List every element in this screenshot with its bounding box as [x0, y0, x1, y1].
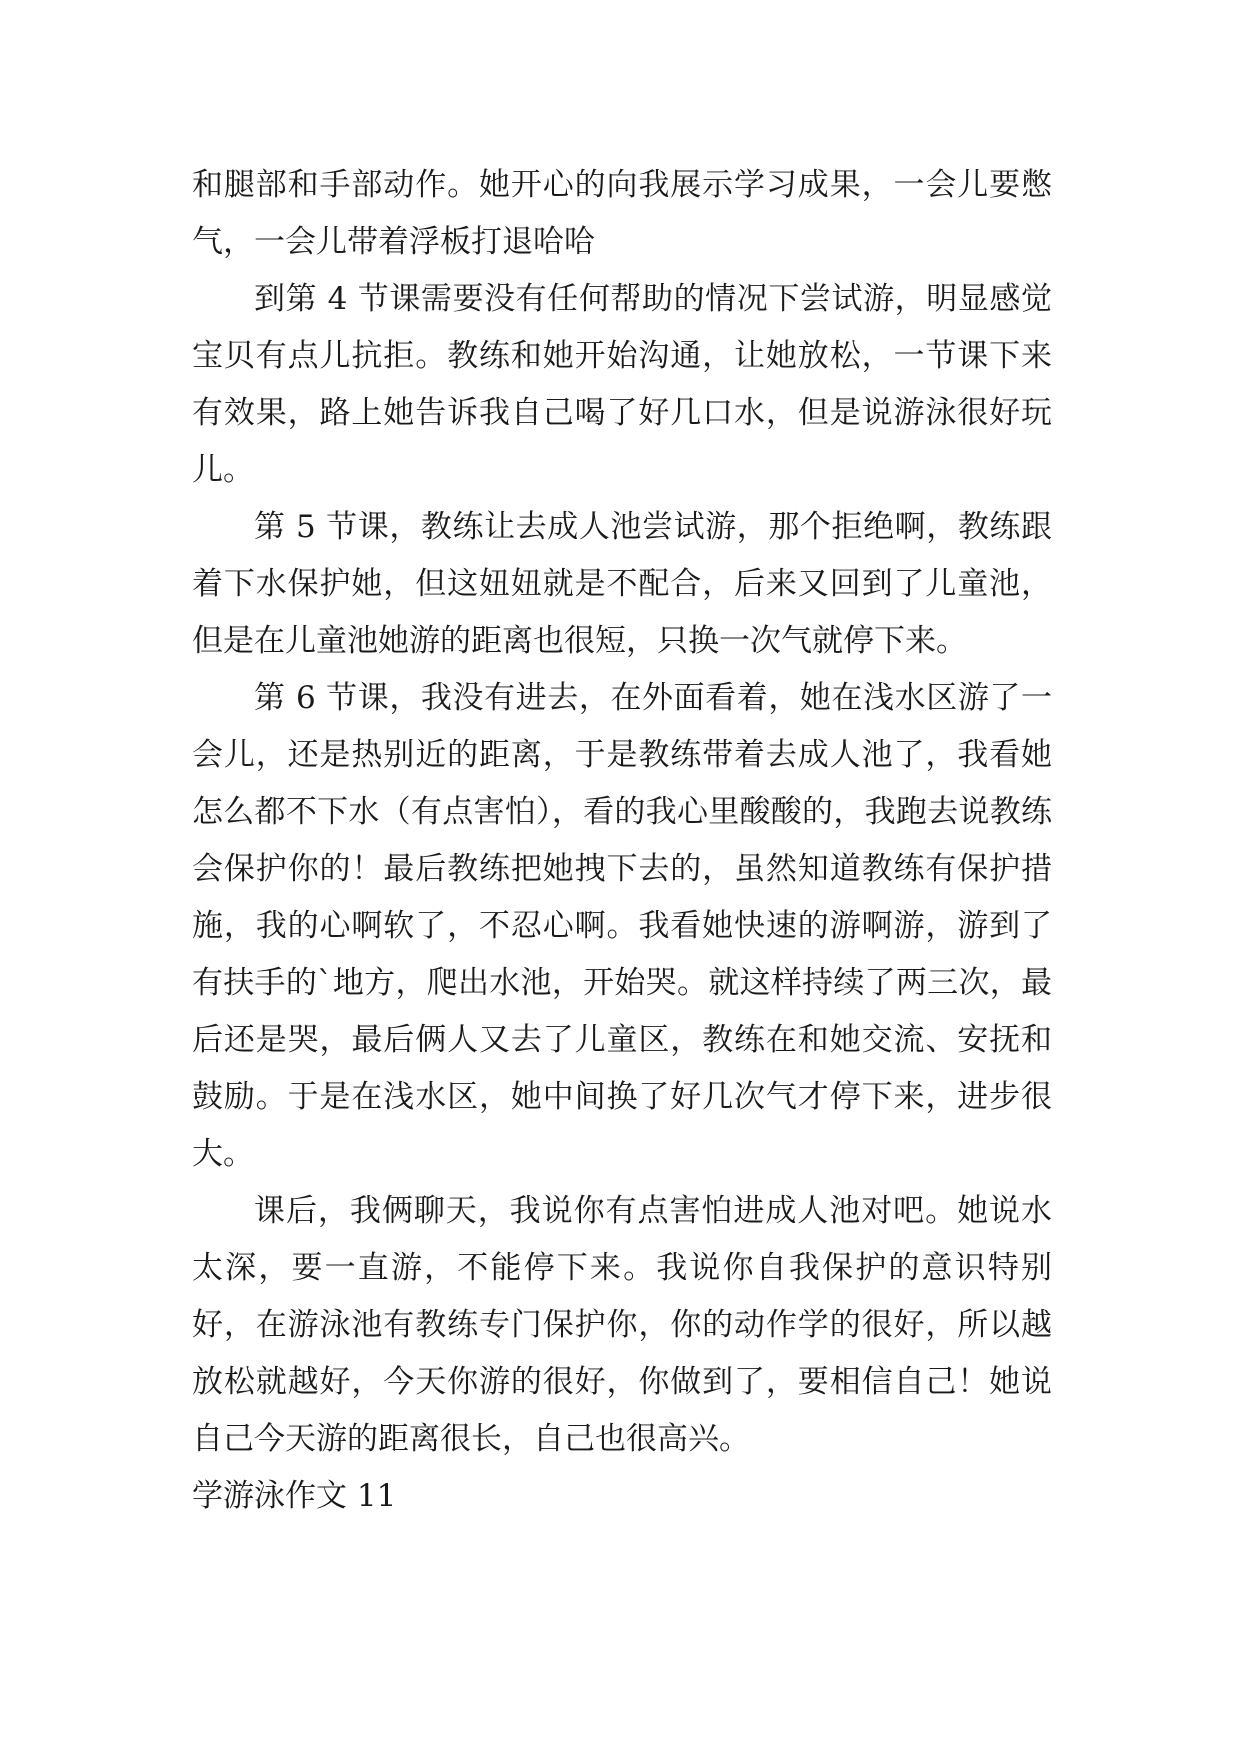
- paragraph-lesson-5: 第 5 节课，教练让去成人池尝试游，那个拒绝啊，教练跟着下水保护她，但这妞妞就是不配合，后来又回到了儿童池，但是在儿童池她游的距离也很短，只换一次气就停下来。: [192, 509, 1052, 659]
- document-body: [192, 157, 1052, 1525]
- paragraph-lesson-6: 第 6 节课，我没有进去，在外面看着，她在浅水区游了一会儿，还是热别近的距离，于是教练带着去成人池了，我看她怎么都不下水（有点害怕），看的我心里酸酸的，我跑去说教练会保护你的！最后教练把她拽下去的，虽然知道教练有保护措施，我的心啊软了，不忍心啊。我看她快速的游啊游，游到了有扶手的`地方，爬出水池，开始哭。就这样持续了两三次，最后还是哭，最后俩人又去了儿童区，教练在和她交流、安抚和鼓励。于是在浅水区，她中间换了好几次气才停下来，进步很大。: [192, 680, 1052, 1172]
- section-heading: 学游泳作文 11: [192, 1478, 397, 1514]
- paragraph-lesson-4: 到第 4 节课需要没有任何帮助的情况下尝试游，明显感觉宝贝有点儿抗拒。教练和她开始沟通，让她放松，一节课下来有效果，路上她告诉我自己喝了好几口水，但是说游泳很好玩儿。: [192, 281, 1052, 488]
- paragraph-continuation: 和腿部和手部动作。她开心的向我展示学习成果，一会儿要憋气，一会儿带着浮板打退哈哈: [192, 167, 1052, 260]
- paragraph-after-class: 课后，我俩聊天，我说你有点害怕进成人池对吧。她说水太深，要一直游，不能停下来。我说你自我保护的意识特别好，在游泳池有教练专门保护你，你的动作学的很好，所以越放松就越好，今天你游的很好，你做到了，要相信自己！她说自己今天游的距离很长，自己也很高兴。: [192, 1193, 1052, 1457]
